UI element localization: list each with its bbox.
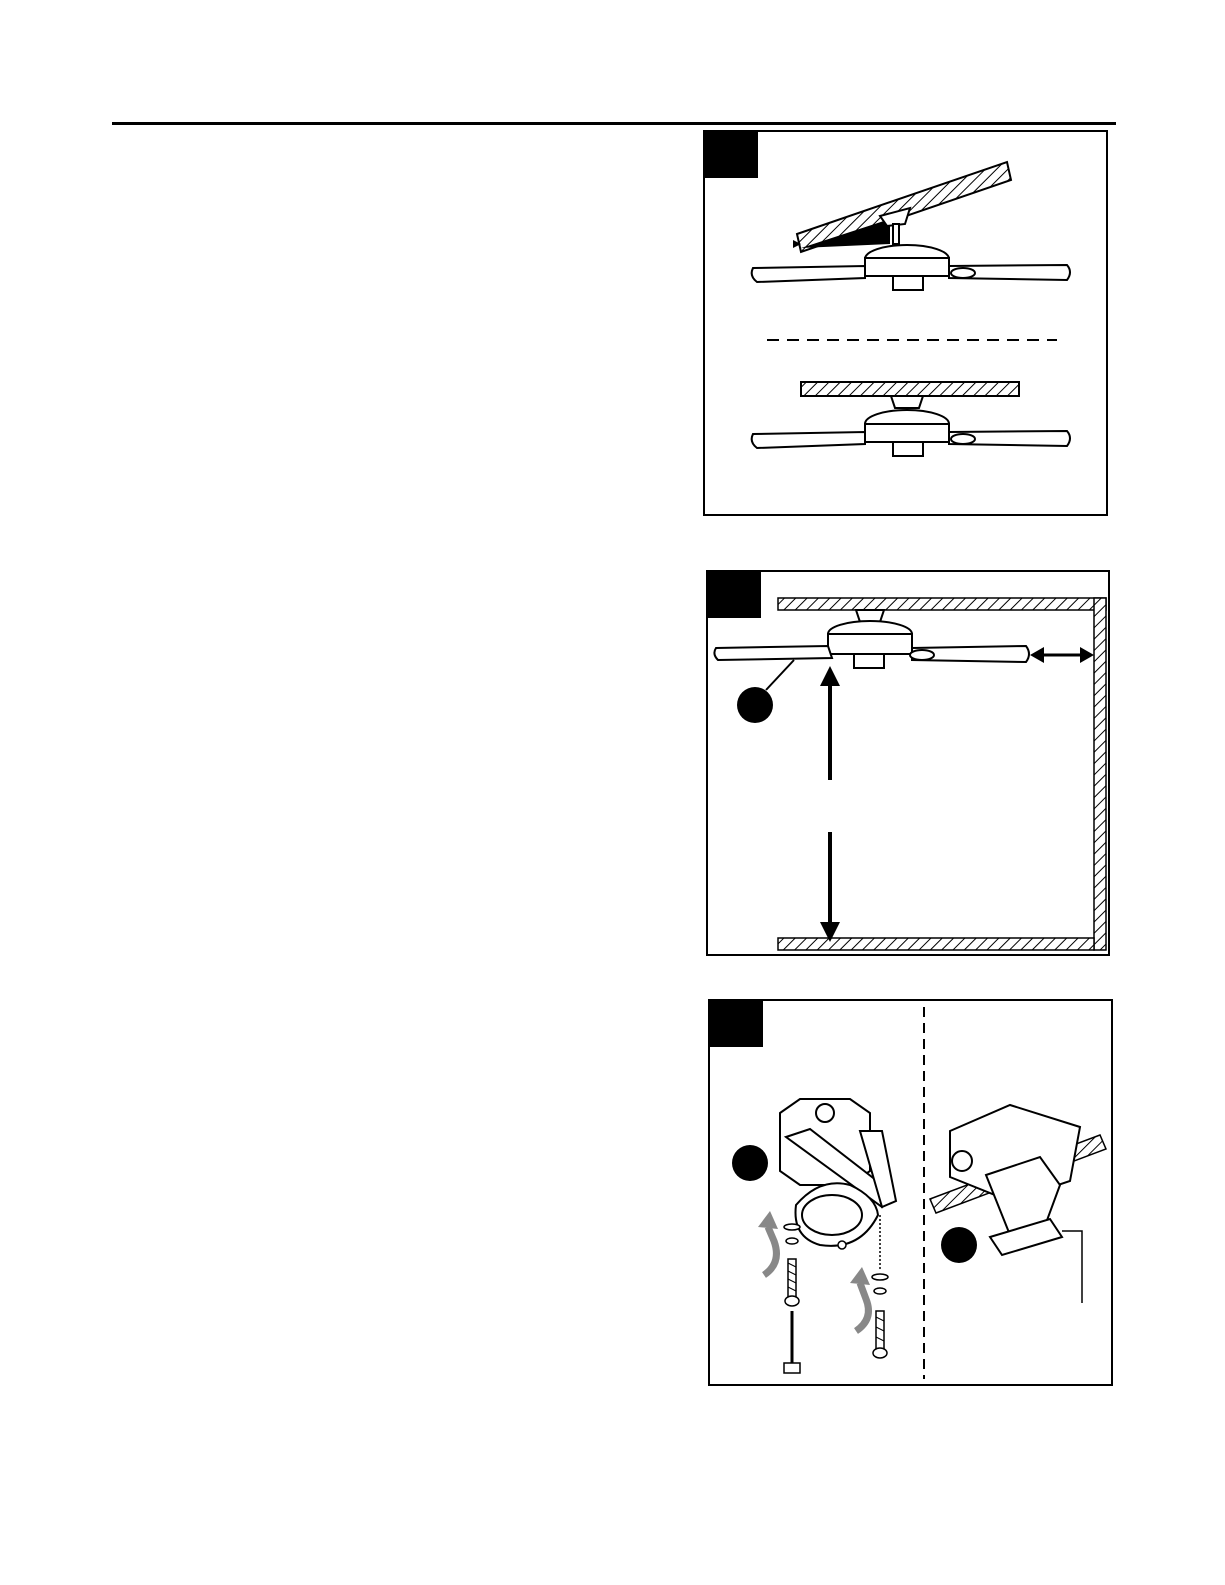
callout-label: [732, 1145, 768, 1181]
figure-slope-ceiling: [703, 130, 1108, 516]
figure-bracket-installation: [708, 999, 1113, 1386]
header-rule: [112, 122, 1116, 125]
sloped-ceiling-icon: [705, 132, 1106, 514]
mounting-bracket-icon: [710, 1001, 1111, 1384]
figure-room-clearance: [706, 570, 1110, 956]
callout-label: [737, 687, 773, 723]
wall-icon: [708, 572, 1108, 954]
callout-label: [941, 1227, 977, 1263]
